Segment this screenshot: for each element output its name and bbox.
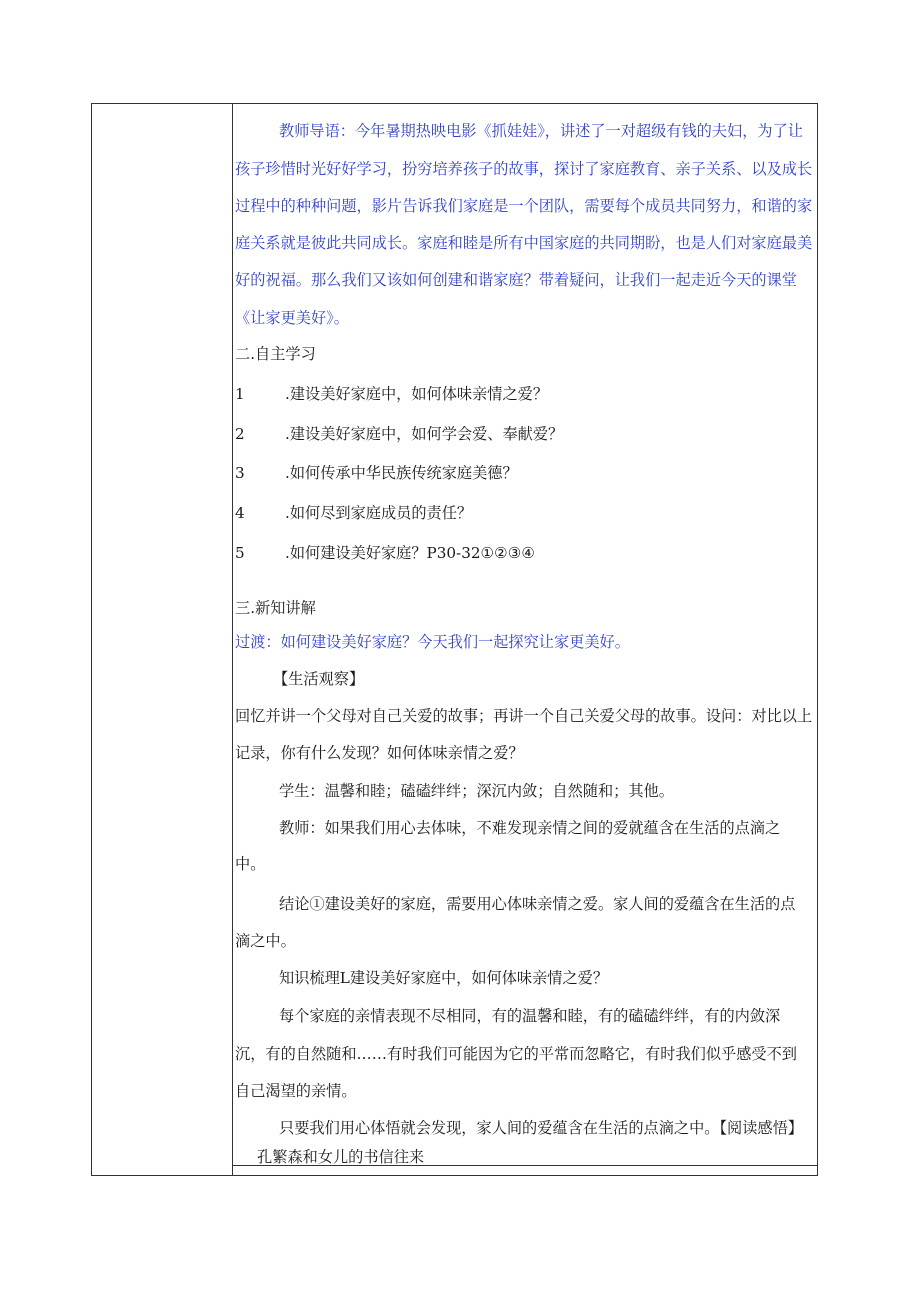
paragraph-line-3: 自己渴望的亲情。 xyxy=(235,1082,357,1100)
question-text: .如何尽到家庭成员的责任？ xyxy=(285,504,473,522)
knowledge-summary: 知识梳理L建设美好家庭中，如何体味亲情之爱？ xyxy=(279,969,609,987)
intro-line-3: 过程中的种种问题，影片告诉我们家庭是一个团队，需要每个成员共同努力，和谐的家 xyxy=(235,197,813,215)
question-number: 3 xyxy=(235,464,245,482)
teacher-line-2: 中。 xyxy=(235,855,266,873)
question-text: .建设美好家庭中，如何体味亲情之爱？ xyxy=(285,385,549,403)
question-number: 2 xyxy=(235,425,245,443)
section3-title: 三.新知讲解 xyxy=(235,599,316,617)
student-answer: 学生：温馨和睦；磕磕绊绊；深沉内敛；自然随和；其他。 xyxy=(279,782,674,800)
observe-line-2: 记录，你有什么发现？如何体味亲情之爱？ xyxy=(235,744,524,762)
question-1 xyxy=(235,384,549,404)
final-line: 只要我们用心体悟就会发现，家人间的爱蕴含在生活的点滴之中。【阅读感悟】 xyxy=(279,1119,803,1137)
intro-line-6: 《让家更美好》。 xyxy=(235,309,349,327)
question-4 xyxy=(235,503,473,523)
intro-line-2: 孩子珍惜时光好好学习，扮穷培养孩子的故事，探讨了家庭教育、亲子关系、以及成长 xyxy=(235,160,813,178)
left-column-cell xyxy=(92,104,233,1175)
transition-line: 过渡：如何建设美好家庭？今天我们一起探究让家更美好。 xyxy=(235,633,630,651)
paragraph-line-2: 沉，有的自然随和……有时我们可能因为它的平常而忽略它，有时我们似乎感受不到 xyxy=(235,1045,797,1063)
intro-line-5: 好的祝福。那么我们又该如何创建和谐家庭？带着疑问，让我们一起走近今天的课堂 xyxy=(235,271,797,289)
teacher-line-1: 教师：如果我们用心去体味，不难发现亲情之间的爱就蕴含在生活的点滴之 xyxy=(279,819,781,837)
question-number: 5 xyxy=(235,544,245,562)
question-number: 4 xyxy=(235,504,245,522)
question-3 xyxy=(235,463,518,483)
intro-line-1: 教师导语：今年暑期热映电影《抓娃娃》，讲述了一对超级有钱的夫妇，为了让 xyxy=(279,122,803,140)
section2-title: 二.自主学习 xyxy=(235,345,316,363)
lesson-table xyxy=(91,103,818,1176)
question-2 xyxy=(235,424,564,444)
question-text: .如何传承中华民族传统家庭美德？ xyxy=(285,464,518,482)
observe-title: 【生活观察】 xyxy=(273,670,365,688)
question-number: 1 xyxy=(235,385,245,403)
conclusion-line-1: 结论①建设美好的家庭，需要用心体味亲情之爱。家人间的爱蕴含在生活的点 xyxy=(279,895,796,913)
intro-line-4: 庭关系就是彼此共同成长。家庭和睦是所有中国家庭的共同期盼，也是人们对家庭最美 xyxy=(235,234,813,252)
conclusion-line-2: 滴之中。 xyxy=(235,932,296,950)
question-5 xyxy=(235,543,535,563)
letter-title: 孔繁森和女儿的书信往来 xyxy=(257,1148,425,1166)
paragraph-line-1: 每个家庭的亲情表现不尽相同，有的温馨和睦，有的磕磕绊绊，有的内敛深 xyxy=(279,1007,781,1025)
observe-line-1: 回忆并讲一个父母对自己关爱的故事；再讲一个自己关爱父母的故事。设问：对比以上 xyxy=(235,707,813,725)
question-text: .建设美好家庭中，如何学会爱、奉献爱？ xyxy=(285,425,564,443)
question-text: .如何建设美好家庭？P30-32①②③④ xyxy=(285,544,535,562)
